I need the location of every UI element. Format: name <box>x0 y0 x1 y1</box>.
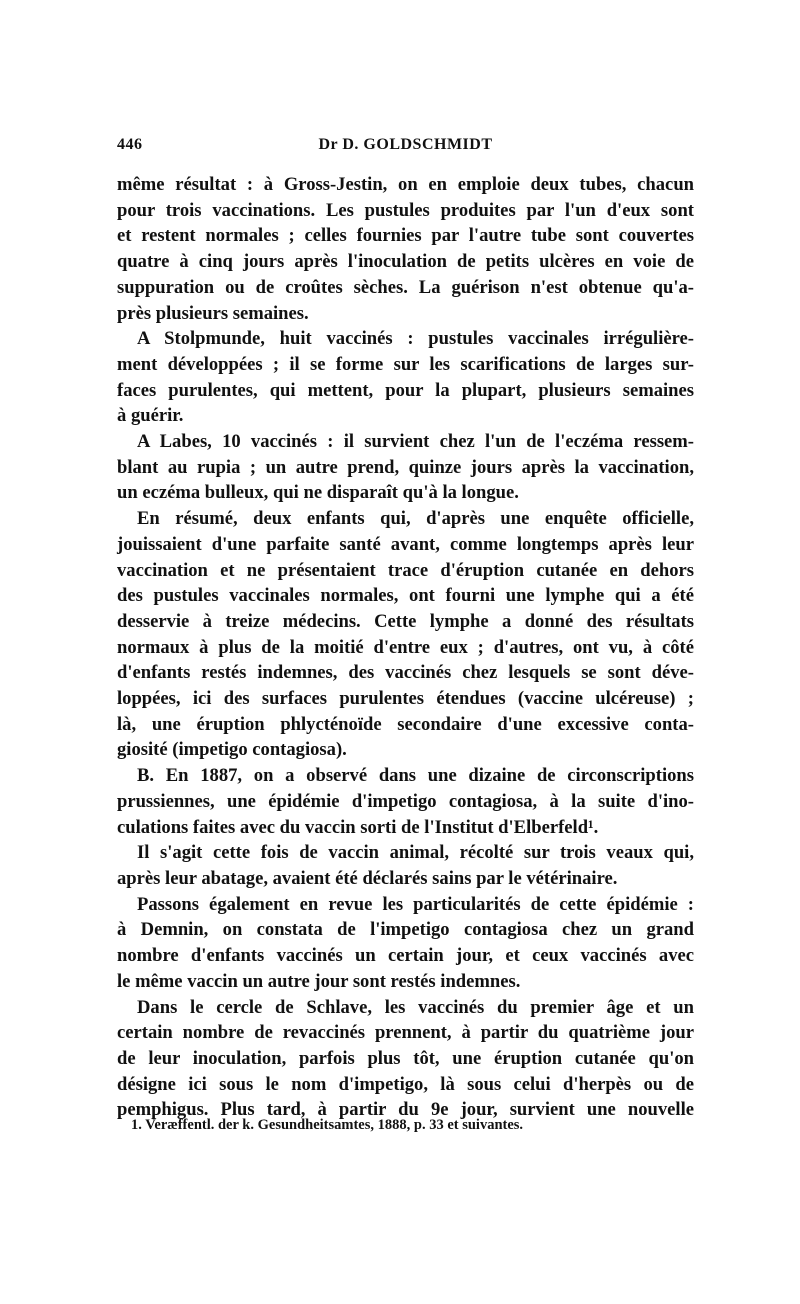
text-line: désigne ici sous le nom d'impetigo, là sous celui d'herpès ou de <box>117 1073 694 1095</box>
text-line: le même vaccin un autre jour sont restés indemnes. <box>117 970 521 992</box>
text-line: après leur abatage, avaient été déclarés sains par le vétérinaire. <box>117 867 618 889</box>
text-line: normaux à plus de la moitié d'entre eux ; d'autres, ont vu, à côté <box>117 636 694 658</box>
text-line: pour trois vaccinations. Les pustules produites par l'un d'eux sont <box>117 199 694 221</box>
text-line: vaccination et ne présentaient trace d'éruption cutanée en dehors <box>117 559 694 581</box>
page-number: 446 <box>117 136 143 153</box>
text-line: prussiennes, une épidémie d'impetigo contagiosa, à la suite d'ino- <box>117 790 694 812</box>
text-line: culations faites avec du vaccin sorti de l'Institut d'Elberfeld¹. <box>117 816 599 838</box>
text-line: d'enfants restés indemnes, des vaccinés chez lesquels se sont déve- <box>117 662 694 684</box>
text-line: à guérir. <box>117 405 184 427</box>
text-line: pemphigus. Plus tard, à partir du 9e jour, survient une nouvelle <box>117 1099 694 1121</box>
text-line: Il s'agit cette fois de vaccin animal, récolté sur trois veaux qui, <box>137 842 694 864</box>
running-title: Dr D. GOLDSCHMIDT <box>318 136 493 153</box>
text-line: desservie à treize médecins. Cette lymphe a donné des résultats <box>117 610 694 632</box>
text-line: suppuration ou de croûtes sèches. La guérison n'est obtenue qu'a- <box>117 276 694 298</box>
page-header <box>117 136 694 160</box>
text-line: à Demnin, on constata de l'impetigo contagiosa chez un grand <box>117 919 694 941</box>
text-line: Passons également en revue les particularités de cette épidémie : <box>137 893 694 915</box>
text-line: A Stolpmunde, huit vaccinés : pustules vaccinales irrégulière- <box>137 328 694 350</box>
body-text <box>117 172 694 1123</box>
text-line: là, une éruption phlycténoïde secondaire d'une excessive conta- <box>117 713 694 735</box>
text-line: giosité (impetigo contagiosa). <box>117 739 347 761</box>
text-line: des pustules vaccinales normales, ont fourni une lymphe qui a été <box>117 585 694 607</box>
text-line: nombre d'enfants vaccinés un certain jour, et ceux vaccinés avec <box>117 945 694 967</box>
text-line: et restent normales ; celles fournies par l'autre tube sont couvertes <box>117 225 694 247</box>
text-line: Dans le cercle de Schlave, les vaccinés du premier âge et un <box>137 996 694 1018</box>
text-line: ment développées ; il se forme sur les scarifications de larges sur- <box>117 353 694 375</box>
text-line: un eczéma bulleux, qui ne disparaît qu'à la longue. <box>117 482 519 504</box>
text-line: jouissaient d'une parfaite santé avant, comme longtemps après leur <box>117 533 694 555</box>
text-line: quatre à cinq jours après l'inoculation de petits ulcères en voie de <box>117 251 694 273</box>
text-line: de leur inoculation, parfois plus tôt, une éruption cutanée qu'on <box>117 1047 694 1069</box>
text-line: loppées, ici des surfaces purulentes étendues (vaccine ulcéreuse) ; <box>117 688 694 710</box>
text-line: blant au rupia ; un autre prend, quinze jours après la vaccination, <box>117 456 694 478</box>
text-line: faces purulentes, qui mettent, pour la plupart, plusieurs semaines <box>117 379 694 401</box>
text-line: certain nombre de revaccinés prennent, à partir du quatrième jour <box>117 1022 694 1044</box>
text-line: B. En 1887, on a observé dans une dizaine de circonscriptions <box>137 765 694 787</box>
text-line: même résultat : à Gross-Jestin, on en emploie deux tubes, chacun <box>117 174 694 195</box>
text-line: A Labes, 10 vaccinés : il survient chez l'un de l'eczéma ressem- <box>137 431 694 453</box>
text-line: près plusieurs semaines. <box>117 302 309 324</box>
text-line: En résumé, deux enfants qui, d'après une enquête officielle, <box>137 508 694 530</box>
footnote: 1. Veræffentl. der k. Gesundheitsamtes, 1888, p. 33 et suivantes. <box>131 1117 524 1133</box>
